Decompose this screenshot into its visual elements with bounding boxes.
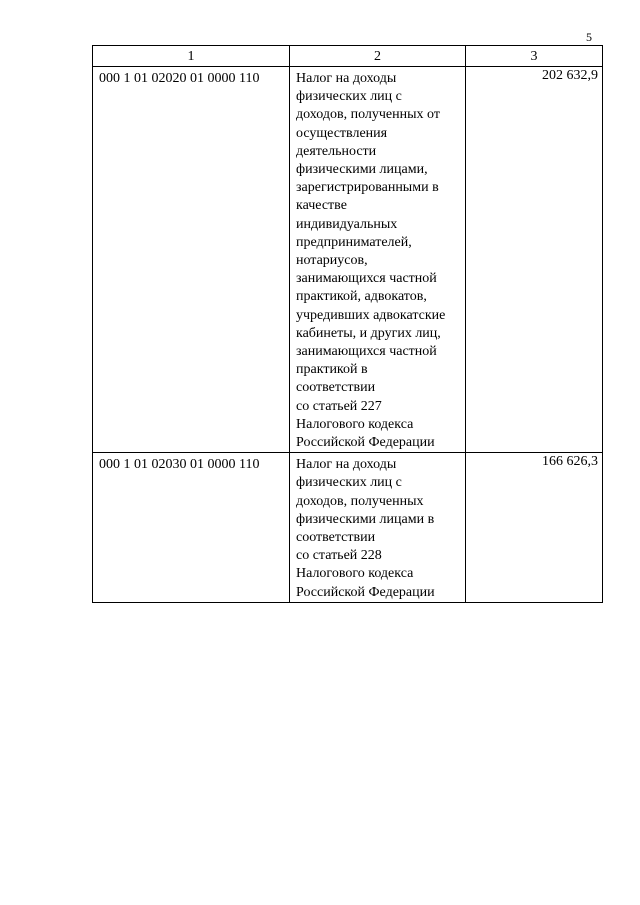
amount-value: 202 632,9 — [542, 68, 598, 83]
description-line: физических лиц с — [296, 89, 402, 105]
description-line: соответствии — [296, 380, 376, 396]
description-line: практикой, адвокатов, — [296, 289, 427, 305]
description-cell — [290, 67, 466, 453]
description-cell — [290, 453, 466, 603]
column-header-1: 1 — [93, 46, 290, 67]
description-line: практикой в — [296, 362, 368, 378]
description-line: доходов, полученных от — [296, 107, 440, 123]
budget-table — [92, 45, 603, 603]
code-cell — [93, 453, 290, 603]
description-line: кабинеты, и других лиц, — [296, 325, 441, 341]
income-description — [290, 453, 465, 602]
table-row — [93, 453, 603, 603]
description-line: деятельности — [296, 143, 377, 159]
amount-cell — [466, 453, 603, 603]
description-line: предпринимателей, — [296, 234, 412, 250]
description-line: со статьей 228 — [296, 548, 382, 564]
description-line: зарегистрированными в — [296, 180, 439, 196]
column-header-3: 3 — [466, 46, 603, 67]
description-line: доходов, полученных — [296, 493, 424, 509]
amount-value: 166 626,3 — [542, 454, 598, 470]
description-line: занимающихся частной — [296, 271, 437, 287]
table-header-row — [93, 46, 603, 67]
description-line: Налог на доходы — [296, 457, 397, 473]
table-row — [93, 67, 603, 453]
description-line: качестве — [296, 198, 347, 214]
column-header-2: 2 — [290, 46, 466, 67]
description-line: соответствии — [296, 530, 376, 546]
description-line: Налогового кодекса — [296, 416, 414, 432]
description-line: Российской Федерации — [296, 435, 435, 451]
description-line: физическими лицами, — [296, 162, 428, 178]
description-line: Налогового кодекса — [296, 566, 414, 582]
classification-code: 000 1 01 02020 01 0000 110 — [99, 71, 260, 86]
description-line: физическими лицами в — [296, 511, 435, 527]
income-description — [290, 67, 465, 452]
description-line: занимающихся частной — [296, 344, 437, 360]
page-number: 5 — [586, 30, 592, 44]
description-line: физических лиц с — [296, 475, 402, 491]
code-cell — [93, 67, 290, 453]
description-line: Российской Федерации — [296, 584, 435, 600]
description-line: индивидуальных — [296, 216, 398, 232]
description-line: Налог на доходы — [296, 71, 397, 86]
amount-cell — [466, 67, 603, 453]
description-line: учредивших адвокатские — [296, 307, 446, 323]
classification-code: 000 1 01 02030 01 0000 110 — [99, 457, 260, 473]
description-line: осуществления — [296, 125, 388, 141]
description-line: нотариусов, — [296, 253, 368, 269]
description-line: со статьей 227 — [296, 398, 382, 414]
